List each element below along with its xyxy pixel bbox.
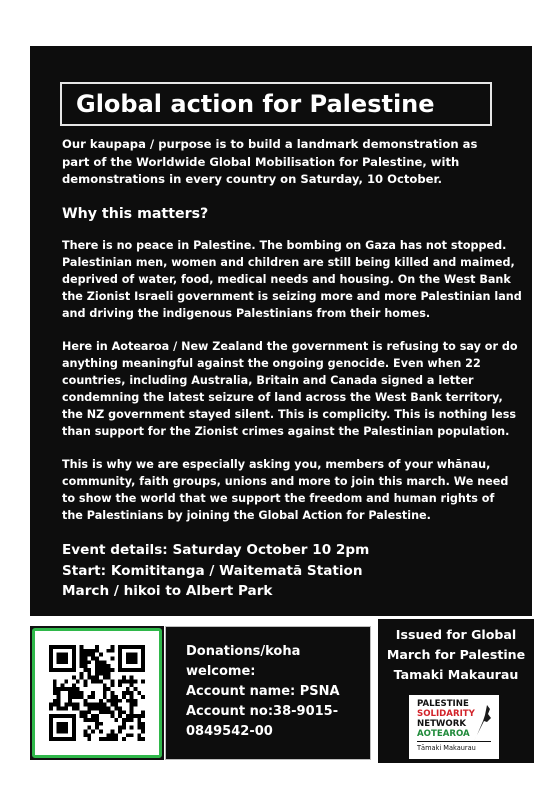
paragraph-line: the Palestinians by joining the Global Action for Palestine.	[62, 509, 431, 522]
donations-text	[186, 642, 340, 742]
paragraph-line: the Zionist Israeli government is seizing more and more Palestinian land	[62, 290, 522, 303]
paragraph-line: community, faith groups, unions and more to join this march. We need	[62, 475, 509, 488]
event-line: March / hikoi to Albert Park	[62, 583, 273, 599]
issued-line: Tamaki Makaurau	[393, 667, 519, 682]
paragraph-line: condemning the latest seizure of land across the West Bank territory,	[62, 391, 503, 404]
new-zealand-map-icon	[471, 703, 495, 743]
issued-line: Issued for Global	[395, 627, 517, 642]
paragraph-line: than support for the Zionist crimes against the Palestinian population.	[62, 425, 510, 438]
logo-line-4: AOTEAROA	[417, 729, 470, 739]
paragraph-line: anything meaningful against the ongoing genocide. Even when 22	[62, 357, 481, 370]
donations-panel	[165, 626, 371, 760]
donations-line: Account name: PSNA	[186, 684, 340, 699]
paragraph-line: deprived of water, food, medical needs and housing. On the West Bank	[62, 273, 511, 286]
intro-line: part of the Worldwide Global Mobilisation for Palestine, with	[62, 154, 460, 169]
intro-paragraph	[62, 136, 477, 189]
intro-line: Our kaupapa / purpose is to build a landmark demonstration as	[62, 137, 478, 151]
flyer-background	[30, 46, 532, 616]
event-line: Start: Komititanga / Waitematā Station	[62, 562, 363, 579]
qr-code-frame[interactable]	[32, 628, 162, 758]
paragraph-line: Here in Aotearoa / New Zealand the government is refusing to say or do	[62, 340, 518, 353]
flyer-title: Global action for Palestine	[60, 82, 492, 126]
donations-line: Account no:38-9015-	[186, 704, 339, 719]
paragraph-line: to show the world that we support the freedom and human rights of	[62, 492, 495, 505]
logo-divider	[417, 741, 491, 742]
paragraph-call-to-action	[62, 456, 508, 524]
why-heading: Why this matters?	[62, 206, 209, 222]
paragraph-line: Palestinian men, women and children are still being killed and maimed,	[62, 256, 515, 269]
donations-line: Donations/koha	[186, 644, 301, 659]
qr-code[interactable]	[49, 645, 145, 741]
paragraph-line: This is why we are especially asking you, members of your whānau,	[62, 458, 491, 471]
issued-panel	[378, 619, 534, 763]
issued-text	[378, 625, 534, 685]
paragraph-line: the NZ government stayed silent. This is complicity. This is nothing less	[62, 408, 517, 421]
paragraph-aotearoa	[62, 338, 518, 440]
logo-line-1: PALESTINE	[417, 699, 469, 709]
donations-line: 0849542-00	[186, 724, 273, 739]
paragraph-line: and driving the indigenous Palestinians from their homes.	[62, 307, 431, 320]
issued-line: March for Palestine	[386, 647, 526, 662]
paragraph-gaza	[62, 237, 522, 322]
logo-line-5: Tāmaki Makaurau	[417, 744, 476, 752]
event-details	[62, 540, 369, 602]
intro-line: demonstrations in every country on Saturday, 10 October.	[62, 172, 443, 186]
event-line: Event details: Saturday October 10 2pm	[62, 542, 370, 558]
psna-logo	[409, 695, 499, 759]
paragraph-line: countries, including Australia, Britain and Canada signed a letter	[62, 374, 474, 387]
logo-line-3: NETWORK	[417, 719, 466, 729]
logo-line-2: SOLIDARITY	[417, 709, 475, 719]
paragraph-line: There is no peace in Palestine. The bombing on Gaza has not stopped.	[62, 239, 507, 252]
donations-line: welcome:	[186, 664, 256, 679]
